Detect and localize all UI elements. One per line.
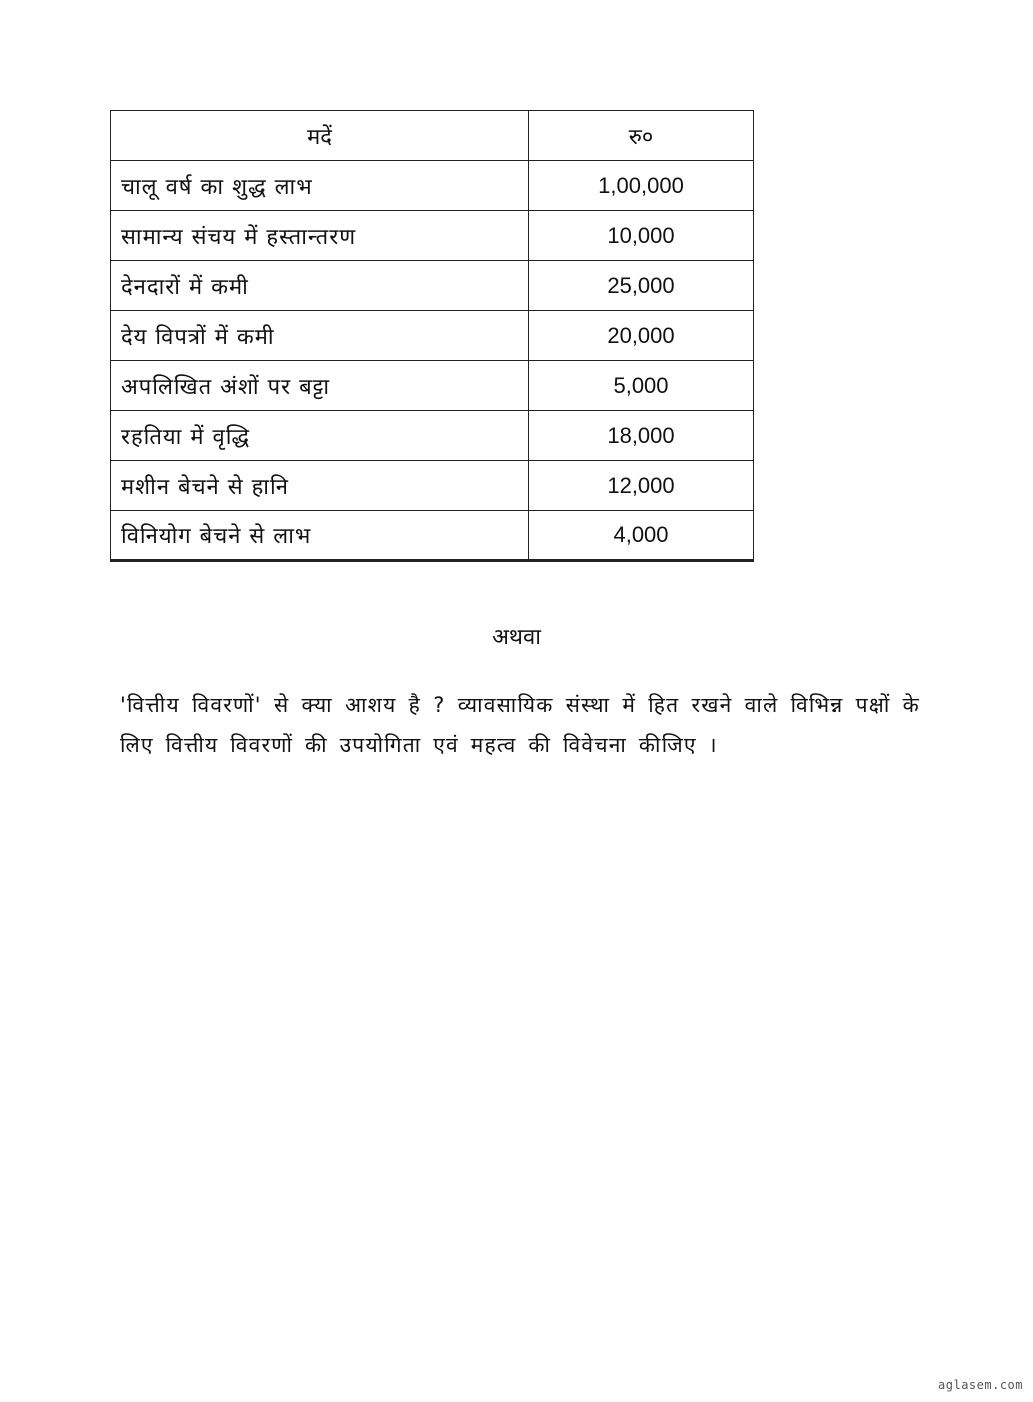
table-row bbox=[111, 361, 754, 411]
row-amount: 10,000 bbox=[529, 211, 754, 261]
table-row bbox=[111, 261, 754, 311]
table-row bbox=[111, 311, 754, 361]
header-amount: रु० bbox=[529, 111, 754, 161]
row-amount: 5,000 bbox=[529, 361, 754, 411]
row-amount: 12,000 bbox=[529, 461, 754, 511]
table-row bbox=[111, 511, 754, 561]
row-item: विनियोग बेचने से लाभ bbox=[111, 511, 529, 561]
row-item: रहतिया में वृद्धि bbox=[111, 411, 529, 461]
table-header-row bbox=[111, 111, 754, 161]
source-watermark: aglasem.com bbox=[938, 1378, 1023, 1392]
or-heading: अथवा bbox=[492, 625, 541, 650]
table-row bbox=[111, 461, 754, 511]
question-text: 'वित्तीय विवरणों' से क्या आशय है ? व्यावसायिक संस्था में हित रखने वाले विभिन्न पक्षों के लिए वित्तीय विवरणों की उपयोगिता एवं महत्व की विवेचना कीजिए । bbox=[120, 693, 920, 757]
row-amount: 1,00,000 bbox=[529, 161, 754, 211]
items-amount-table bbox=[110, 110, 754, 562]
header-items: मदें bbox=[111, 111, 529, 161]
row-item: देनदारों में कमी bbox=[111, 261, 529, 311]
row-item: चालू वर्ष का शुद्ध लाभ bbox=[111, 161, 529, 211]
row-amount: 18,000 bbox=[529, 411, 754, 461]
row-item: देय विपत्रों में कमी bbox=[111, 311, 529, 361]
row-item: अपलिखित अंशों पर बट्टा bbox=[111, 361, 529, 411]
row-item: सामान्य संचय में हस्तान्तरण bbox=[111, 211, 529, 261]
table-row bbox=[111, 411, 754, 461]
table-row bbox=[111, 211, 754, 261]
row-amount: 4,000 bbox=[529, 511, 754, 561]
row-amount: 25,000 bbox=[529, 261, 754, 311]
row-amount: 20,000 bbox=[529, 311, 754, 361]
row-item: मशीन बेचने से हानि bbox=[111, 461, 529, 511]
table-row bbox=[111, 161, 754, 211]
